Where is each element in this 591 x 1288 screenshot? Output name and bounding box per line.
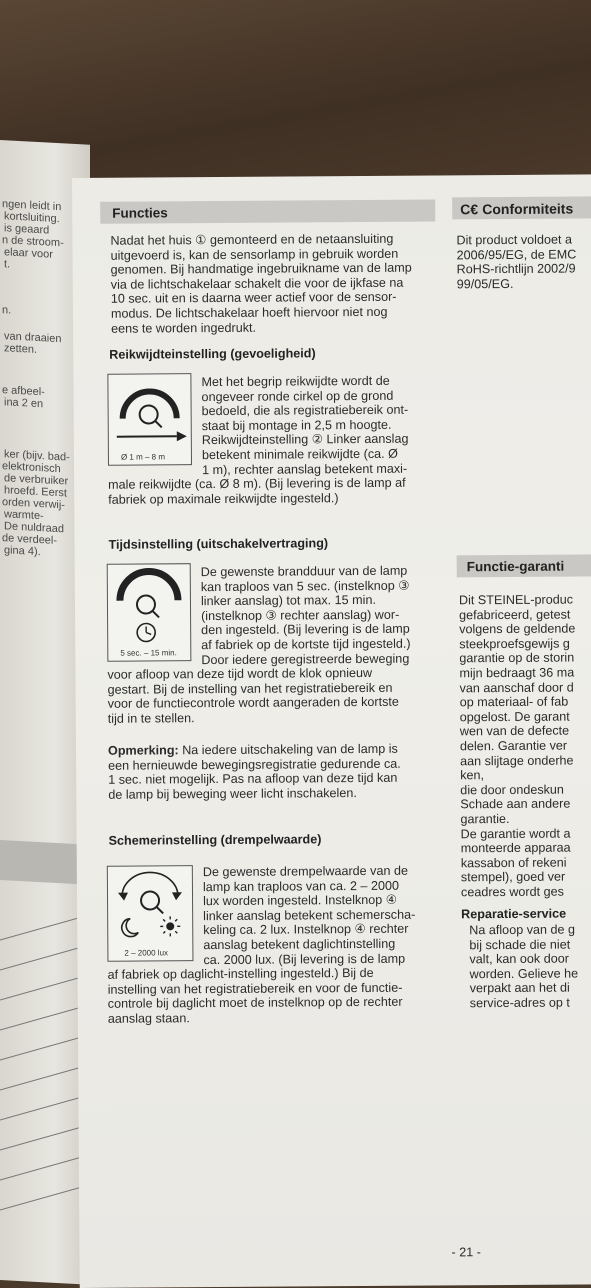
text-line: kan traploos van 5 sec. (instelknop ③ xyxy=(201,578,410,594)
functies-intro xyxy=(110,232,412,336)
text-line: 1 sec. niet mogelijk. Pas na afloop van deze tijd kan xyxy=(108,771,401,788)
text-line: eens te worden ingedrukt. xyxy=(111,319,412,336)
left-page-fragment: n. xyxy=(2,304,11,317)
time-note xyxy=(108,742,401,802)
reach-side-text xyxy=(201,374,408,478)
text-line: betekent minimale reikwijdte (ca. Ø xyxy=(202,447,409,463)
text-line: die door ondeskun xyxy=(460,782,576,797)
text-line: Nadat het huis ① gemonteerd en de netaansluiting xyxy=(110,232,411,249)
left-page-fragment: de verdeel- xyxy=(2,532,57,548)
left-page-fragment: is geaard xyxy=(4,222,49,237)
text-line: Dit product voldoet a xyxy=(456,232,576,247)
time-icon-box xyxy=(107,563,192,662)
left-page-fragment: elaar voor xyxy=(4,246,53,262)
text-line: De garantie wordt a xyxy=(461,826,577,841)
text-line: lux worden ingesteld. Instelknop ④ xyxy=(203,893,415,909)
text-line: 1 m), rechter aanslag betekent maxi- xyxy=(202,461,409,477)
text-line: af fabriek op de kortste tijd ingesteld.) xyxy=(201,637,410,653)
text-line: 99/05/EG. xyxy=(457,276,577,291)
text-line: opgelost. De garant xyxy=(460,709,576,724)
functies-title: Functies xyxy=(112,205,168,220)
text-line: modus. De lichtschakelaar hoeft hiervoor niet nog xyxy=(111,305,412,322)
text-line: af fabriek op daglicht-instelling ingesteld.) Bij de xyxy=(108,966,403,983)
twilight-icon-box xyxy=(107,865,194,962)
left-page-fragment: hroefd. Eerst xyxy=(4,484,67,500)
text-line: bij schade die niet xyxy=(469,937,578,952)
text-line: RoHS-richtlijn 2002/9 xyxy=(457,262,577,277)
text-line: monteerde apparaa xyxy=(461,841,577,856)
conformity-text xyxy=(456,232,576,291)
text-line: ca. 2000 lux. (Bij levering is de lamp xyxy=(203,951,415,967)
text-line: Schade aan andere xyxy=(460,797,576,812)
time-side-text xyxy=(201,564,411,668)
text-line: ceadres wordt ges xyxy=(461,884,577,899)
text-line: aanslag betekent daglichtinstelling xyxy=(203,937,415,953)
text-line: verpakt aan het di xyxy=(470,981,579,996)
left-page-fragment: kortsluiting. xyxy=(4,210,60,226)
text-line: van aanschaf door d xyxy=(460,680,576,695)
text-line: lamp kan traploos van ca. 2 – 2000 xyxy=(203,878,415,894)
left-page-fragment: ina 2 en xyxy=(4,396,43,411)
text-line: voor de functiecontrole wordt aangeraden de kortste xyxy=(108,695,399,712)
reach-title: Reikwijdteinstelling (gevoeligheid) xyxy=(109,346,316,361)
text-line: 10 sec. uit en is daarna weer actief voor de sensor- xyxy=(111,290,412,307)
text-line: de lamp bij beweging weer licht inschakelen. xyxy=(108,785,401,802)
text-line: linker aanslag betekent schemerscha- xyxy=(203,907,415,923)
twilight-title: Schemerinstelling (drempelwaarde) xyxy=(109,832,322,847)
left-page-fragment: De nuldraad xyxy=(4,520,64,536)
text-line: controle bij daglicht moet de instelknop op de rechter xyxy=(108,995,403,1012)
text-line: kassabon of rekeni xyxy=(461,855,577,870)
note-first-line: Na iedere uitschakeling van de lamp is xyxy=(179,742,398,758)
left-page-fragment: t. xyxy=(4,258,10,271)
text-line: ken, xyxy=(460,768,576,783)
text-line: mijn bedraagt 36 ma xyxy=(459,665,575,680)
text-line: (instelknop ③ rechter aanslag) wor- xyxy=(201,607,410,623)
text-line: wen van de defecte xyxy=(460,724,576,739)
text-line: voor afloop van deze tijd wordt de klok opnieuw xyxy=(107,666,398,683)
text-line: Door iedere geregistreerde beweging xyxy=(201,651,410,667)
repair-text xyxy=(469,922,578,1010)
text-line: den ingesteld. (Bij levering is de lamp xyxy=(201,622,410,638)
text-line: via de lichtschakelaar schakelt die voor de ijkfase na xyxy=(111,275,412,292)
conformity-title: Conformiteits xyxy=(482,201,573,218)
reach-full-text xyxy=(108,476,406,507)
text-line: gestart. Bij de instelling van het registratiebereik en xyxy=(108,680,399,697)
page-number: - 21 - xyxy=(451,1245,481,1259)
text-line: garantie. xyxy=(460,811,576,826)
text-line: uitgevoerd is, kan de sensorlamp in gebruik worden xyxy=(110,246,411,263)
note-label: Opmerking: xyxy=(108,743,179,757)
text-line: Na afloop van de g xyxy=(469,922,578,937)
text-line: steekproefsgewijs g xyxy=(459,636,575,651)
ce-mark-icon: C€ xyxy=(460,201,478,217)
text-line: Dit STEINEL-produc xyxy=(459,592,575,607)
left-page-fragment: de verbruiker xyxy=(4,472,68,488)
reach-icon-caption: Ø 1 m – 8 m xyxy=(121,452,165,461)
left-page-fragment: e afbeel- xyxy=(2,384,45,399)
text-line: 2006/95/EG, de EMC xyxy=(456,247,576,262)
repair-title: Reparatie-service xyxy=(461,907,566,922)
sensor-reach-icon xyxy=(108,374,191,453)
text-line: linker aanslag) tot max. 15 min. xyxy=(201,593,410,609)
text-line: aan slijtage onderhe xyxy=(460,753,576,768)
timer-icon xyxy=(108,564,191,649)
reach-icon-box xyxy=(107,373,192,466)
time-title: Tijdsinstelling (uitschakelvertraging) xyxy=(109,536,329,552)
text-line: op materiaal- of fab xyxy=(460,695,576,710)
left-page-fragment: n de stroom- xyxy=(2,234,64,250)
text-line: stempel), goed ver xyxy=(461,870,577,885)
text-line: valt, kan ook door xyxy=(469,952,578,967)
twilight-full-text xyxy=(108,966,403,1026)
text-line: garantie op de storin xyxy=(459,651,575,666)
left-page-fragment: van draaien xyxy=(4,330,62,346)
text-line: instelling van het registratiebereik en voor de functie- xyxy=(108,980,403,997)
twilight-icon xyxy=(108,866,193,947)
guarantee-text xyxy=(459,592,577,899)
guarantee-title: Functie-garanti xyxy=(467,559,565,575)
text-line: bedoeld, die als registratiebereik ont- xyxy=(202,403,409,419)
twilight-icon-caption: 2 – 2000 lux xyxy=(124,948,168,957)
text-line: keling ca. 2 lux. Instelknop ④ rechter xyxy=(203,922,415,938)
text-line: delen. Garantie ver xyxy=(460,738,576,753)
text-line: male reikwijdte (ca. Ø 8 m). (Bij levering is de lamp af xyxy=(108,476,406,493)
text-line: De gewenste brandduur van de lamp xyxy=(201,564,410,580)
left-page-fragment: warmte- xyxy=(4,508,44,523)
left-page-fragment: elektronisch xyxy=(2,460,61,476)
text-line: volgens de geldende xyxy=(459,622,575,637)
text-line: een hernieuwde bewegingsregistratie gedurende ca. xyxy=(108,756,401,773)
text-line: worden. Gelieve he xyxy=(470,966,579,981)
time-icon-caption: 5 sec. – 15 min. xyxy=(120,648,177,657)
text-line: ongeveer ronde cirkel op de grond xyxy=(201,388,408,404)
text-line: staat bij montage in 2,5 m hoogte. xyxy=(202,417,409,433)
manual-page xyxy=(72,174,591,1288)
left-page-fragment: orden verwij- xyxy=(2,496,65,512)
left-page-fragment: ker (bijv. bad- xyxy=(4,448,70,464)
text-line: fabriek op maximale reikwijdte ingesteld.) xyxy=(108,490,406,507)
text-line: Reikwijdteinstelling ② Linker aanslag xyxy=(202,432,409,448)
left-page-fragment: gina 4). xyxy=(4,544,41,559)
left-page-fragment: zetten. xyxy=(4,342,37,357)
text-line: tijd in te stellen. xyxy=(108,710,399,727)
text-line: genomen. Bij handmatige ingebruikname van de lamp xyxy=(111,261,412,278)
twilight-side-text xyxy=(203,864,416,968)
text-line: De gewenste drempelwaarde van de xyxy=(203,864,415,880)
text-line: Met het begrip reikwijdte wordt de xyxy=(201,374,408,390)
text-line: aanslag staan. xyxy=(108,1009,403,1026)
text-line: service-adres op t xyxy=(470,995,579,1010)
left-page-fragment: ngen leidt in xyxy=(2,198,61,214)
text-line: gefabriceerd, getest xyxy=(459,607,575,622)
time-full-text xyxy=(107,666,399,726)
